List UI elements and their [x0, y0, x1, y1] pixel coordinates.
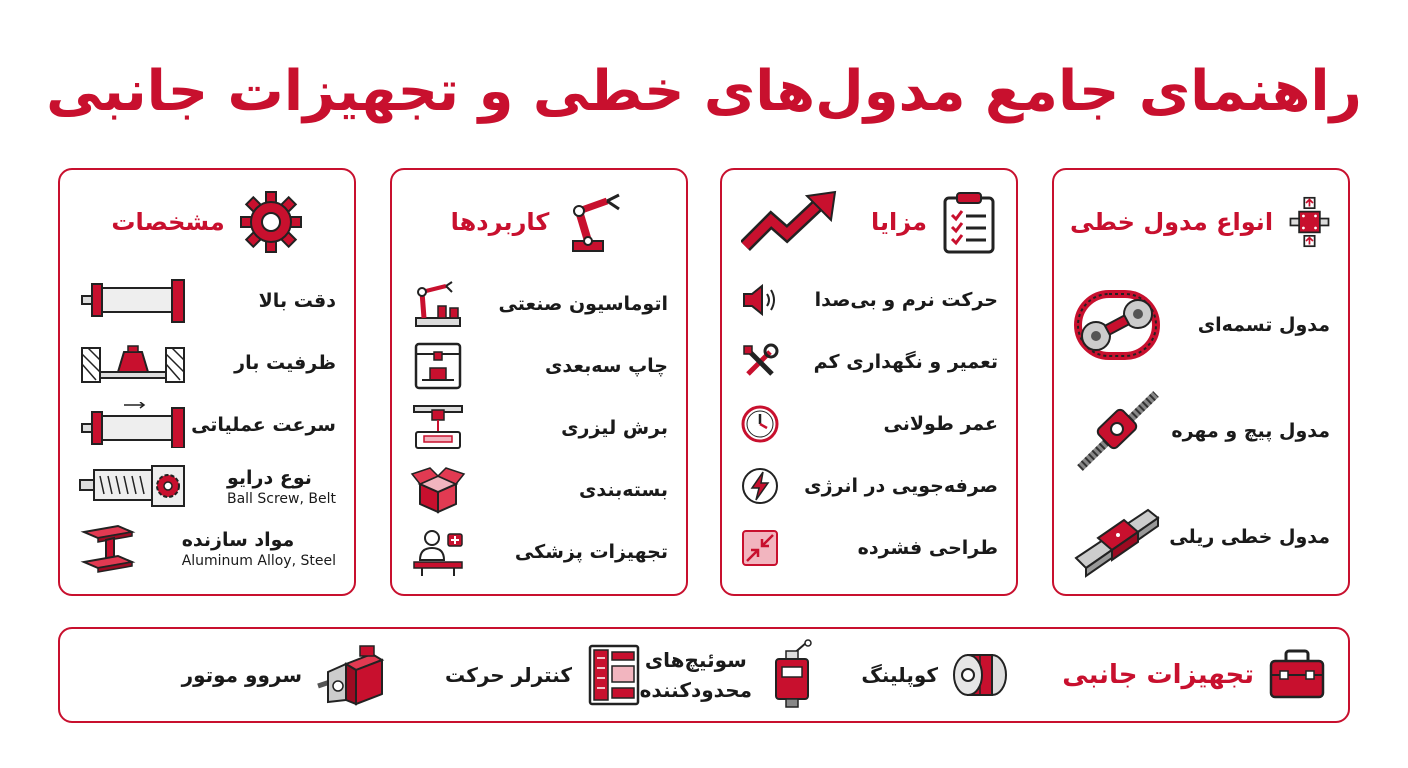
drive-icon — [78, 462, 188, 512]
accessory-item — [445, 629, 642, 721]
speed-actuator-icon — [78, 402, 188, 448]
list-item — [740, 342, 998, 382]
speaker-icon — [740, 280, 780, 320]
list-item — [78, 402, 336, 448]
item-sub: Aluminum Alloy, Steel — [181, 553, 336, 569]
item-label: تجهیزات پزشکی — [514, 541, 668, 563]
belt-module-icon — [1072, 280, 1162, 370]
motion-controller-icon — [586, 642, 642, 708]
accessories-header — [1062, 629, 1326, 721]
compress-icon — [740, 528, 780, 568]
ball-screw-icon — [1072, 386, 1162, 476]
servo-motor-icon — [316, 642, 388, 708]
card-header — [738, 184, 1000, 260]
lightning-icon — [740, 466, 780, 506]
accessory-label: سروو موتور — [181, 663, 302, 687]
clipboard-icon — [941, 190, 997, 254]
item-sub: Ball Screw, Belt — [226, 491, 336, 507]
card-module-types — [1052, 168, 1350, 596]
box-icon — [410, 464, 466, 516]
weight-load-icon — [78, 340, 188, 386]
card-applications — [390, 168, 688, 596]
card-title: مزایا — [870, 208, 928, 236]
item-label: مدول پیچ و مهره — [1171, 420, 1330, 442]
item-label: چاپ سه‌بعدی — [545, 355, 668, 377]
coupling-icon — [952, 649, 1012, 701]
card-specs — [58, 168, 356, 596]
accessory-label: کنترلر حرکت — [445, 663, 572, 687]
accessory-label: سوئیچ‌های — [644, 648, 747, 672]
card-title: مشخصات — [111, 208, 225, 236]
toolbox-icon — [1268, 649, 1326, 701]
growth-arrow-icon — [741, 190, 837, 254]
card-header — [1070, 184, 1332, 260]
page-title: راهنمای جامع مدول‌های خطی و تجهیزات جانبی — [46, 59, 1362, 124]
i-beam-icon — [78, 524, 138, 574]
item-label: مدول خطی ریلی — [1169, 526, 1330, 548]
linear-module-icon — [1287, 192, 1332, 252]
list-item — [1072, 386, 1330, 476]
accessory-label: کوپلینگ — [861, 663, 938, 687]
card-header — [408, 184, 670, 260]
list-item — [78, 278, 336, 324]
card-header — [76, 184, 338, 260]
linear-rail-icon — [1072, 492, 1162, 582]
card-title: کاربردها — [450, 208, 550, 236]
list-item — [78, 340, 336, 386]
item-label: دقت بالا — [258, 290, 336, 312]
item-label: طراحی فشرده — [857, 537, 998, 559]
item-label: تعمیر و نگهداری کم — [813, 351, 998, 373]
item-label: نوع درایو — [226, 467, 312, 489]
item-label: اتوماسیون صنعتی — [498, 293, 668, 315]
item-text — [182, 529, 336, 569]
list-item — [410, 464, 668, 516]
item-label: صرفه‌جویی در انرژی — [804, 475, 998, 497]
list-item — [410, 278, 668, 330]
item-text — [227, 467, 336, 507]
list-item — [1072, 280, 1330, 370]
accessory-item — [640, 629, 818, 721]
item-label: مدول تسمه‌ای — [1197, 314, 1330, 336]
list-item — [740, 404, 998, 444]
card-advantages — [720, 168, 1018, 596]
list-item — [410, 402, 668, 454]
item-label: برش لیزری — [561, 417, 668, 439]
gear-icon — [239, 190, 303, 254]
robot-arm-icon — [563, 189, 627, 255]
laser-cutter-icon — [410, 402, 466, 454]
accessory-label-line2: محدودکننده — [639, 678, 752, 702]
item-label: حرکت نرم و بی‌صدا — [814, 289, 998, 311]
medical-icon — [410, 526, 466, 578]
list-item — [410, 340, 668, 392]
accessories-title: تجهیزات جانبی — [1062, 660, 1254, 690]
list-item — [1072, 492, 1330, 582]
list-item — [410, 526, 668, 578]
clock-icon — [740, 404, 780, 444]
item-label: سرعت عملیاتی — [191, 414, 336, 436]
list-item — [740, 466, 998, 506]
list-item — [78, 524, 336, 574]
list-item — [78, 462, 336, 512]
actuator-icon — [78, 278, 188, 324]
limit-switch-icon — [766, 639, 818, 711]
3d-printer-icon — [410, 340, 466, 392]
item-label: عمر طولانی — [883, 413, 998, 435]
item-label: ظرفیت بار — [234, 352, 336, 374]
card-title: انواع مدول خطی — [1070, 208, 1274, 236]
item-label: مواد سازنده — [181, 529, 295, 551]
robot-arm-small-icon — [410, 278, 466, 330]
accessory-item — [861, 629, 1012, 721]
accessory-item — [182, 629, 388, 721]
tools-icon — [740, 342, 780, 382]
list-item — [740, 528, 998, 568]
list-item — [740, 280, 998, 320]
item-label: بسته‌بندی — [578, 479, 668, 501]
accessories-bar — [58, 627, 1350, 723]
accessory-text — [640, 645, 752, 705]
